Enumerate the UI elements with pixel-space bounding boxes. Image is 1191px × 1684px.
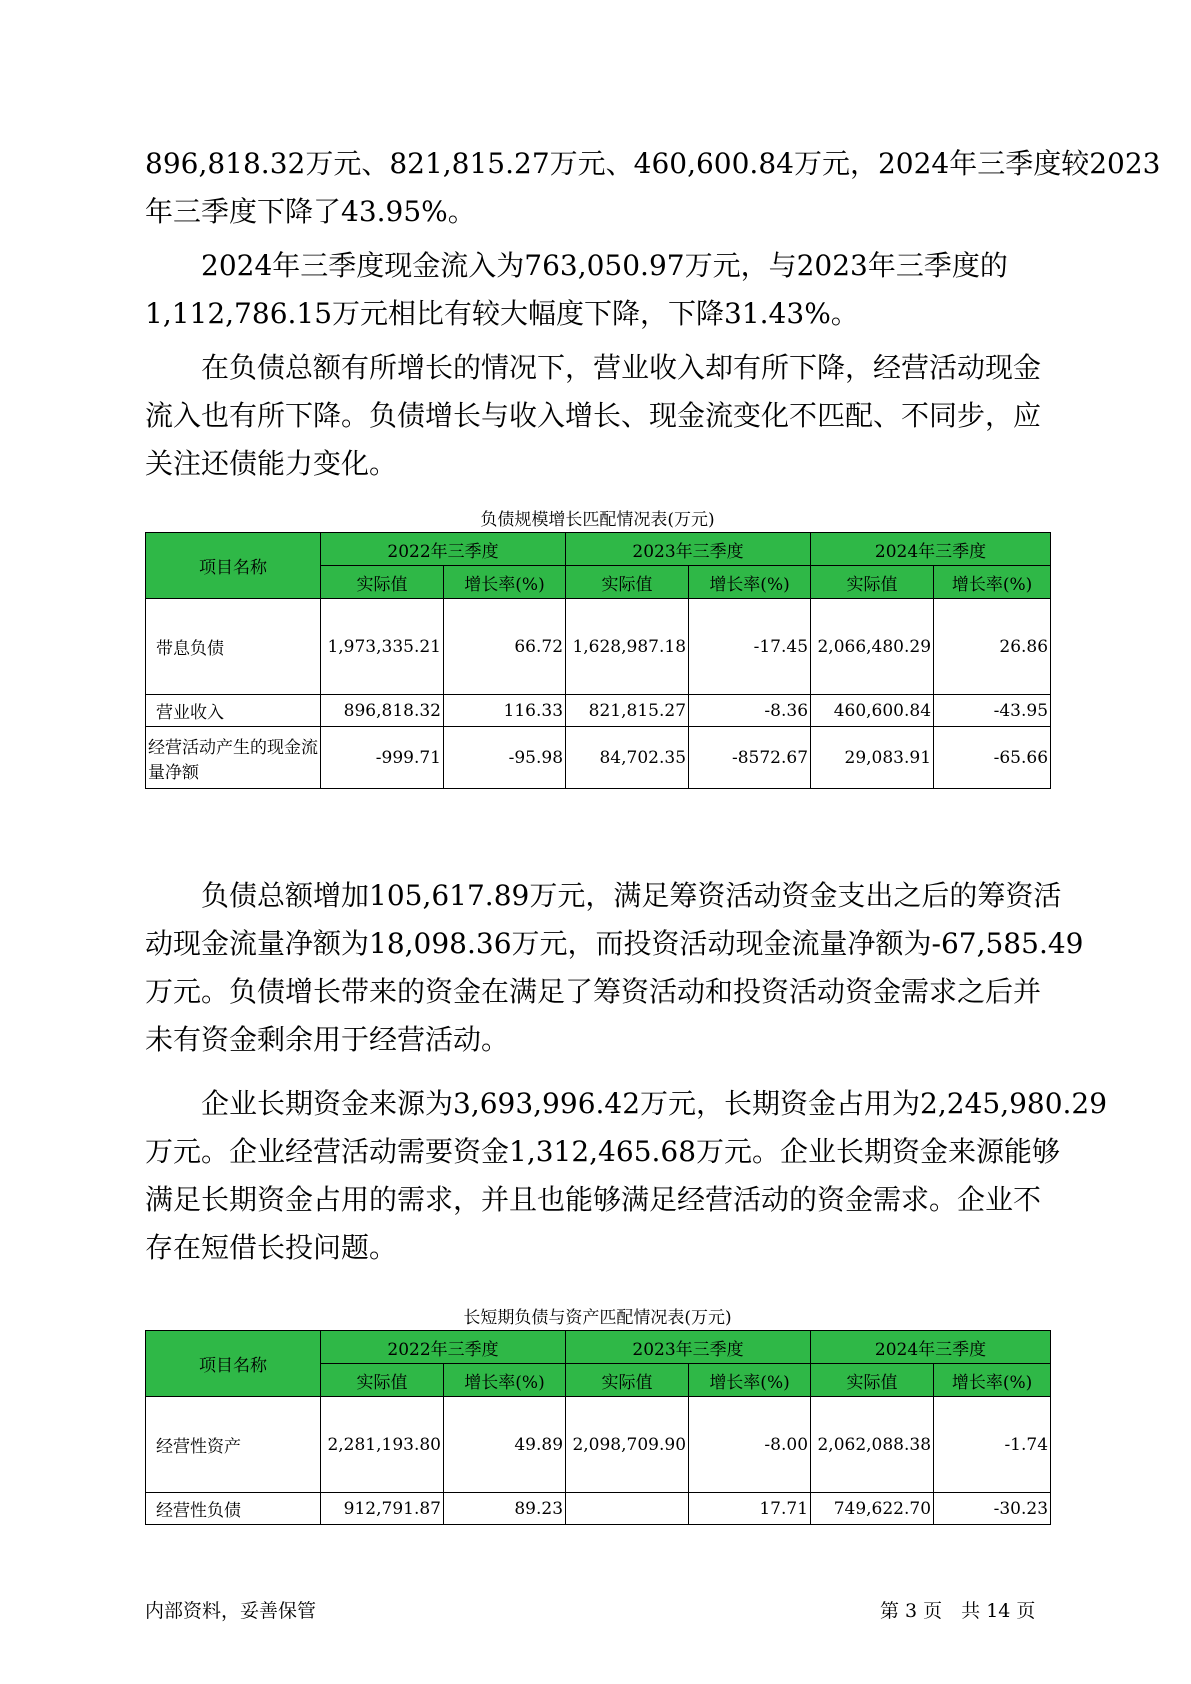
paragraph-financing xyxy=(145,872,1084,1064)
text-line: 896,818.32万元、821,815.27万元、460,600.84万元，2024年三季度较2023 xyxy=(145,147,1161,180)
text-line: 在负债总额有所增长的情况下，营业收入却有所下降，经营活动现金 xyxy=(201,351,1042,384)
debt-scale-table xyxy=(145,532,1051,789)
cell-value: -999.71 xyxy=(321,727,444,789)
header-actual: 实际值 xyxy=(321,1364,444,1397)
footer-page-number: 第 3 页 共 14 页 xyxy=(880,1600,1036,1622)
cell-value: 66.72 xyxy=(444,599,566,695)
header-growth: 增长率(%) xyxy=(689,1364,811,1397)
table-row xyxy=(146,695,1051,727)
header-actual: 实际值 xyxy=(566,1364,689,1397)
cell-value: 89.23 xyxy=(444,1493,566,1525)
text-line: 流入也有所下降。负债增长与收入增长、现金流变化不匹配、不同步，应 xyxy=(145,399,1042,432)
cell-value: -17.45 xyxy=(689,599,811,695)
cell-value xyxy=(566,1493,689,1525)
cell-value: 912,791.87 xyxy=(321,1493,444,1525)
cell-value: 116.33 xyxy=(444,695,566,727)
cell-value: 29,083.91 xyxy=(811,727,934,789)
cell-value: -95.98 xyxy=(444,727,566,789)
text-line: 企业长期资金来源为3,693,996.42万元，长期资金占用为2,245,980.29 xyxy=(201,1087,1108,1120)
cell-value: 2,062,088.38 xyxy=(811,1397,934,1493)
header-actual: 实际值 xyxy=(811,566,934,599)
table-row xyxy=(146,1493,1051,1525)
table-row xyxy=(146,599,1051,695)
cell-value: 2,281,193.80 xyxy=(321,1397,444,1493)
header-growth: 增长率(%) xyxy=(689,566,811,599)
paragraph-debt-analysis xyxy=(145,344,1075,488)
cell-value: 1,973,335.21 xyxy=(321,599,444,695)
cell-value: -30.23 xyxy=(934,1493,1051,1525)
cell-value: 2,066,480.29 xyxy=(811,599,934,695)
cell-value: 84,702.35 xyxy=(566,727,689,789)
header-period: 2024年三季度 xyxy=(811,533,1051,566)
paragraph-long-term-funds xyxy=(145,1080,1108,1272)
cell-value: 821,815.27 xyxy=(566,695,689,727)
table-caption: 负债规模增长匹配情况表(万元) xyxy=(480,510,715,530)
row-name: 营业收入 xyxy=(146,695,321,727)
header-growth: 增长率(%) xyxy=(444,566,566,599)
table-row xyxy=(146,727,1051,789)
cell-value: 2,098,709.90 xyxy=(566,1397,689,1493)
paragraph-revenue-continuation xyxy=(145,140,1161,236)
header-growth: 增长率(%) xyxy=(934,566,1051,599)
cell-value: 749,622.70 xyxy=(811,1493,934,1525)
text-line: 年三季度下降了43.95%。 xyxy=(145,195,476,228)
header-period: 2022年三季度 xyxy=(321,1331,566,1364)
row-name: 带息负债 xyxy=(146,599,321,695)
cell-value: 49.89 xyxy=(444,1397,566,1493)
header-period: 2024年三季度 xyxy=(811,1331,1051,1364)
cell-value: 896,818.32 xyxy=(321,695,444,727)
text-line: 满足长期资金占用的需求，并且也能够满足经营活动的资金需求。企业不 xyxy=(145,1183,1042,1216)
cell-value: 460,600.84 xyxy=(811,695,934,727)
text-line: 存在短借长投问题。 xyxy=(145,1231,398,1264)
table-caption: 长短期负债与资产匹配情况表(万元) xyxy=(463,1308,732,1328)
row-name: 经营活动产生的现金流量净额 xyxy=(146,727,321,789)
header-period: 2022年三季度 xyxy=(321,533,566,566)
text-line: 负债总额增加105,617.89万元，满足筹资活动资金支出之后的筹资活 xyxy=(201,879,1062,912)
row-name: 经营性资产 xyxy=(146,1397,321,1493)
cell-value: 26.86 xyxy=(934,599,1051,695)
text-line: 万元。企业经营活动需要资金1,312,465.68万元。企业长期资金来源能够 xyxy=(145,1135,1061,1168)
table-row xyxy=(146,1397,1051,1493)
footer-confidential-note: 内部资料，妥善保管 xyxy=(145,1600,317,1622)
cell-value: -43.95 xyxy=(934,695,1051,727)
row-name: 经营性负债 xyxy=(146,1493,321,1525)
header-actual: 实际值 xyxy=(811,1364,934,1397)
header-actual: 实际值 xyxy=(321,566,444,599)
header-growth: 增长率(%) xyxy=(444,1364,566,1397)
header-period: 2023年三季度 xyxy=(566,533,811,566)
text-line: 1,112,786.15万元相比有较大幅度下降，下降31.43%。 xyxy=(145,297,859,330)
text-line: 动现金流量净额为18,098.36万元，而投资活动现金流量净额为-67,585.49 xyxy=(145,927,1084,960)
cell-value: 17.71 xyxy=(689,1493,811,1525)
text-line: 万元。负债增长带来的资金在满足了筹资活动和投资活动资金需求之后并 xyxy=(145,975,1042,1008)
cell-value: -65.66 xyxy=(934,727,1051,789)
asset-liability-table xyxy=(145,1330,1051,1525)
header-period: 2023年三季度 xyxy=(566,1331,811,1364)
header-item-name: 项目名称 xyxy=(146,1331,321,1397)
text-line: 2024年三季度现金流入为763,050.97万元，与2023年三季度的 xyxy=(201,249,1008,282)
header-actual: 实际值 xyxy=(566,566,689,599)
cell-value: -1.74 xyxy=(934,1397,1051,1493)
cell-value: 1,628,987.18 xyxy=(566,599,689,695)
header-item-name: 项目名称 xyxy=(146,533,321,599)
cell-value: -8572.67 xyxy=(689,727,811,789)
text-line: 关注还债能力变化。 xyxy=(145,447,398,480)
cell-value: -8.00 xyxy=(689,1397,811,1493)
cell-value: -8.36 xyxy=(689,695,811,727)
paragraph-cash-inflow xyxy=(145,242,1075,338)
header-growth: 增长率(%) xyxy=(934,1364,1051,1397)
text-line: 未有资金剩余用于经营活动。 xyxy=(145,1023,510,1056)
